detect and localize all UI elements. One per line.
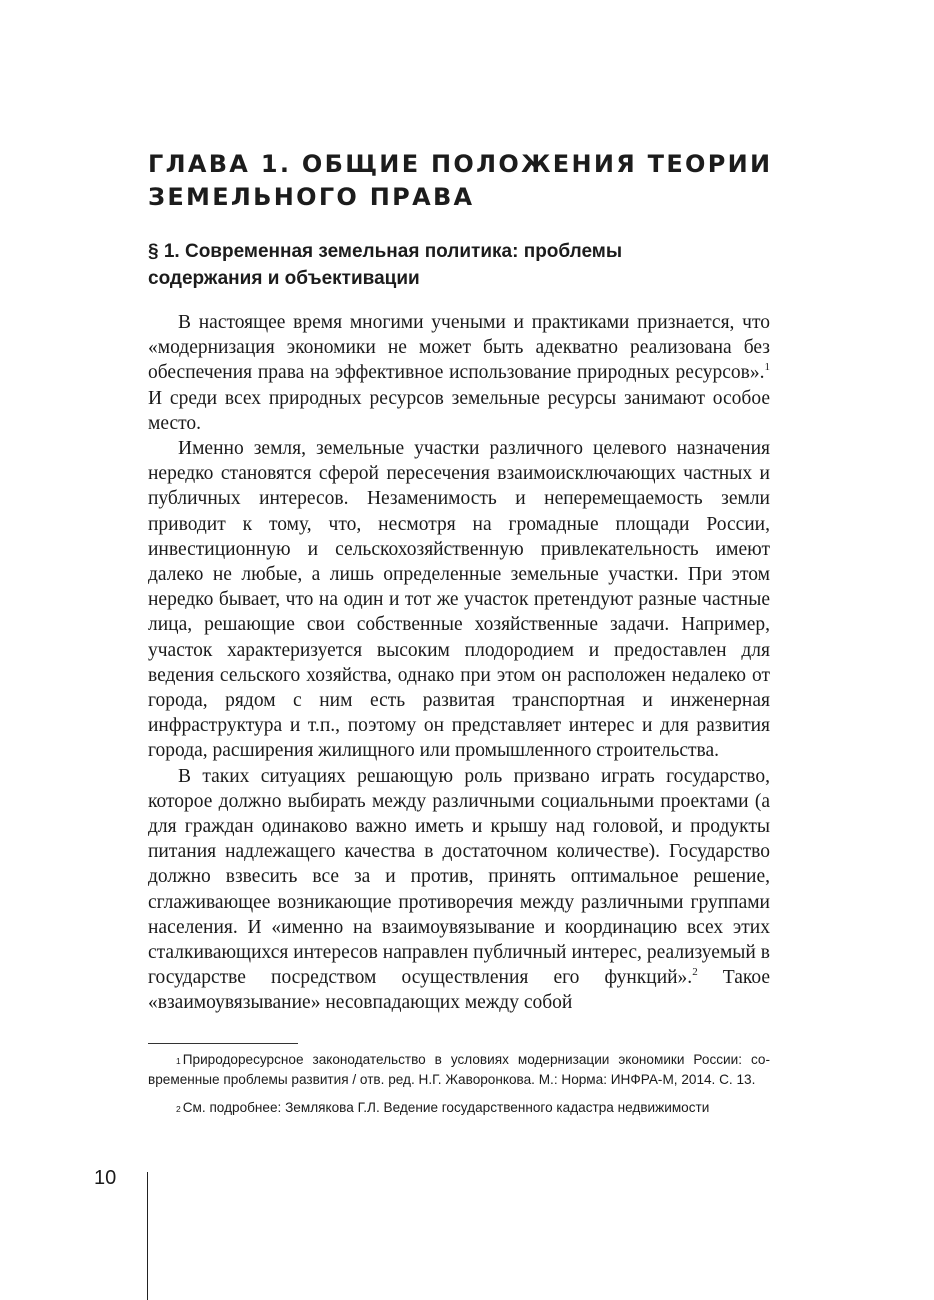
footnote-ref-2[interactable]: 2: [692, 966, 698, 979]
footnote-2-number: 2: [176, 1104, 181, 1114]
footnote-1: [148, 1050, 770, 1090]
section-title-line-1: § 1. Современная земельная политика: проблемы: [148, 241, 623, 262]
page-number-rule: [147, 1172, 148, 1300]
paragraph-3-text-cont: Такое «взаимоувязывание» несовпадающих между собой: [148, 967, 770, 1014]
paragraph-1-text-cont: И среди всех природных ресурсов земельные ресурсы занимают особое место.: [148, 387, 770, 434]
body-text: [148, 310, 770, 1016]
footnote-1-number: 1: [176, 1056, 181, 1066]
footnote-2-text: См. подробнее: Землякова Г.Л. Ведение государственного кадастра недвижимости: [182, 1100, 710, 1115]
footnote-1-text: Природоресурсное законодательство в условиях модернизации экономики России: со-временные проблемы развития / отв. ред. Н.Г. Жаворонкова. М.: Норма: ИНФРА-М, 2014. С. 13.: [148, 1052, 770, 1087]
footnotes: [148, 1050, 770, 1126]
footnote-ref-1[interactable]: 1: [764, 361, 770, 374]
chapter-title-line-2: ЗЕМЕЛЬНОГО ПРАВА: [148, 183, 475, 211]
page-number: 10: [94, 1167, 117, 1189]
paragraph-1: [148, 310, 770, 436]
paragraph-1-text: В настоящее время многими учеными и практиками признается, что «модернизация экономики не может быть адекватно реализована без обеспечения права на эффективное использование природных ресурсов».: [148, 312, 770, 384]
footnote-2: [148, 1098, 770, 1118]
footnote-separator: [148, 1043, 298, 1044]
paragraph-2: Именно земля, земельные участки различного целевого назначения нередко становятся сферой пересечения взаимоисключающих частных и публичных интересов. Незаменимость и неперемещаемость земли приводит к тому, что, несмотря на громадные площади России, инвестиционную и сельскохозяйственную привлекательность имеют далеко не любые, а лишь определенные земельные участки. При этом нередко бывает, что на один и тот же участок претендуют разные частные лица, решающие свои собственные хозяйственные задачи. Например, участок характеризуется высоким плодородием и предоставлен для ведения сельского хозяйства, однако при этом он расположен недалеко от города, рядом с ним есть развитая транспортная и инженерная инфраструктура и т.п., поэтому он представляет интерес и для развития города, расширения жилищного или промышленного строительства.: [148, 438, 770, 762]
chapter-title: [148, 148, 788, 214]
chapter-title-line-1: ГЛАВА 1. ОБЩИЕ ПОЛОЖЕНИЯ ТЕОРИИ: [148, 150, 773, 178]
paragraph-3: [148, 764, 770, 1016]
section-title: [148, 238, 788, 292]
section-title-line-2: содержания и объективации: [148, 268, 420, 289]
paragraph-3-text: В таких ситуациях решающую роль призвано играть государство, которое должно выбирать между различными социальными проектами (а для граждан одинаково важно иметь и крышу над головой, и продукты питания надлежащего качества в достаточном количестве). Государство должно взвесить все за и против, принять оптимальное решение, сглаживающее возникающие противоречия между различными группами населения. И «именно на взаимоувязывание и координацию всех этих сталкивающихся интересов направлен публичный интерес, реализуемый в государстве посредством осуществления его функций».: [148, 765, 770, 989]
